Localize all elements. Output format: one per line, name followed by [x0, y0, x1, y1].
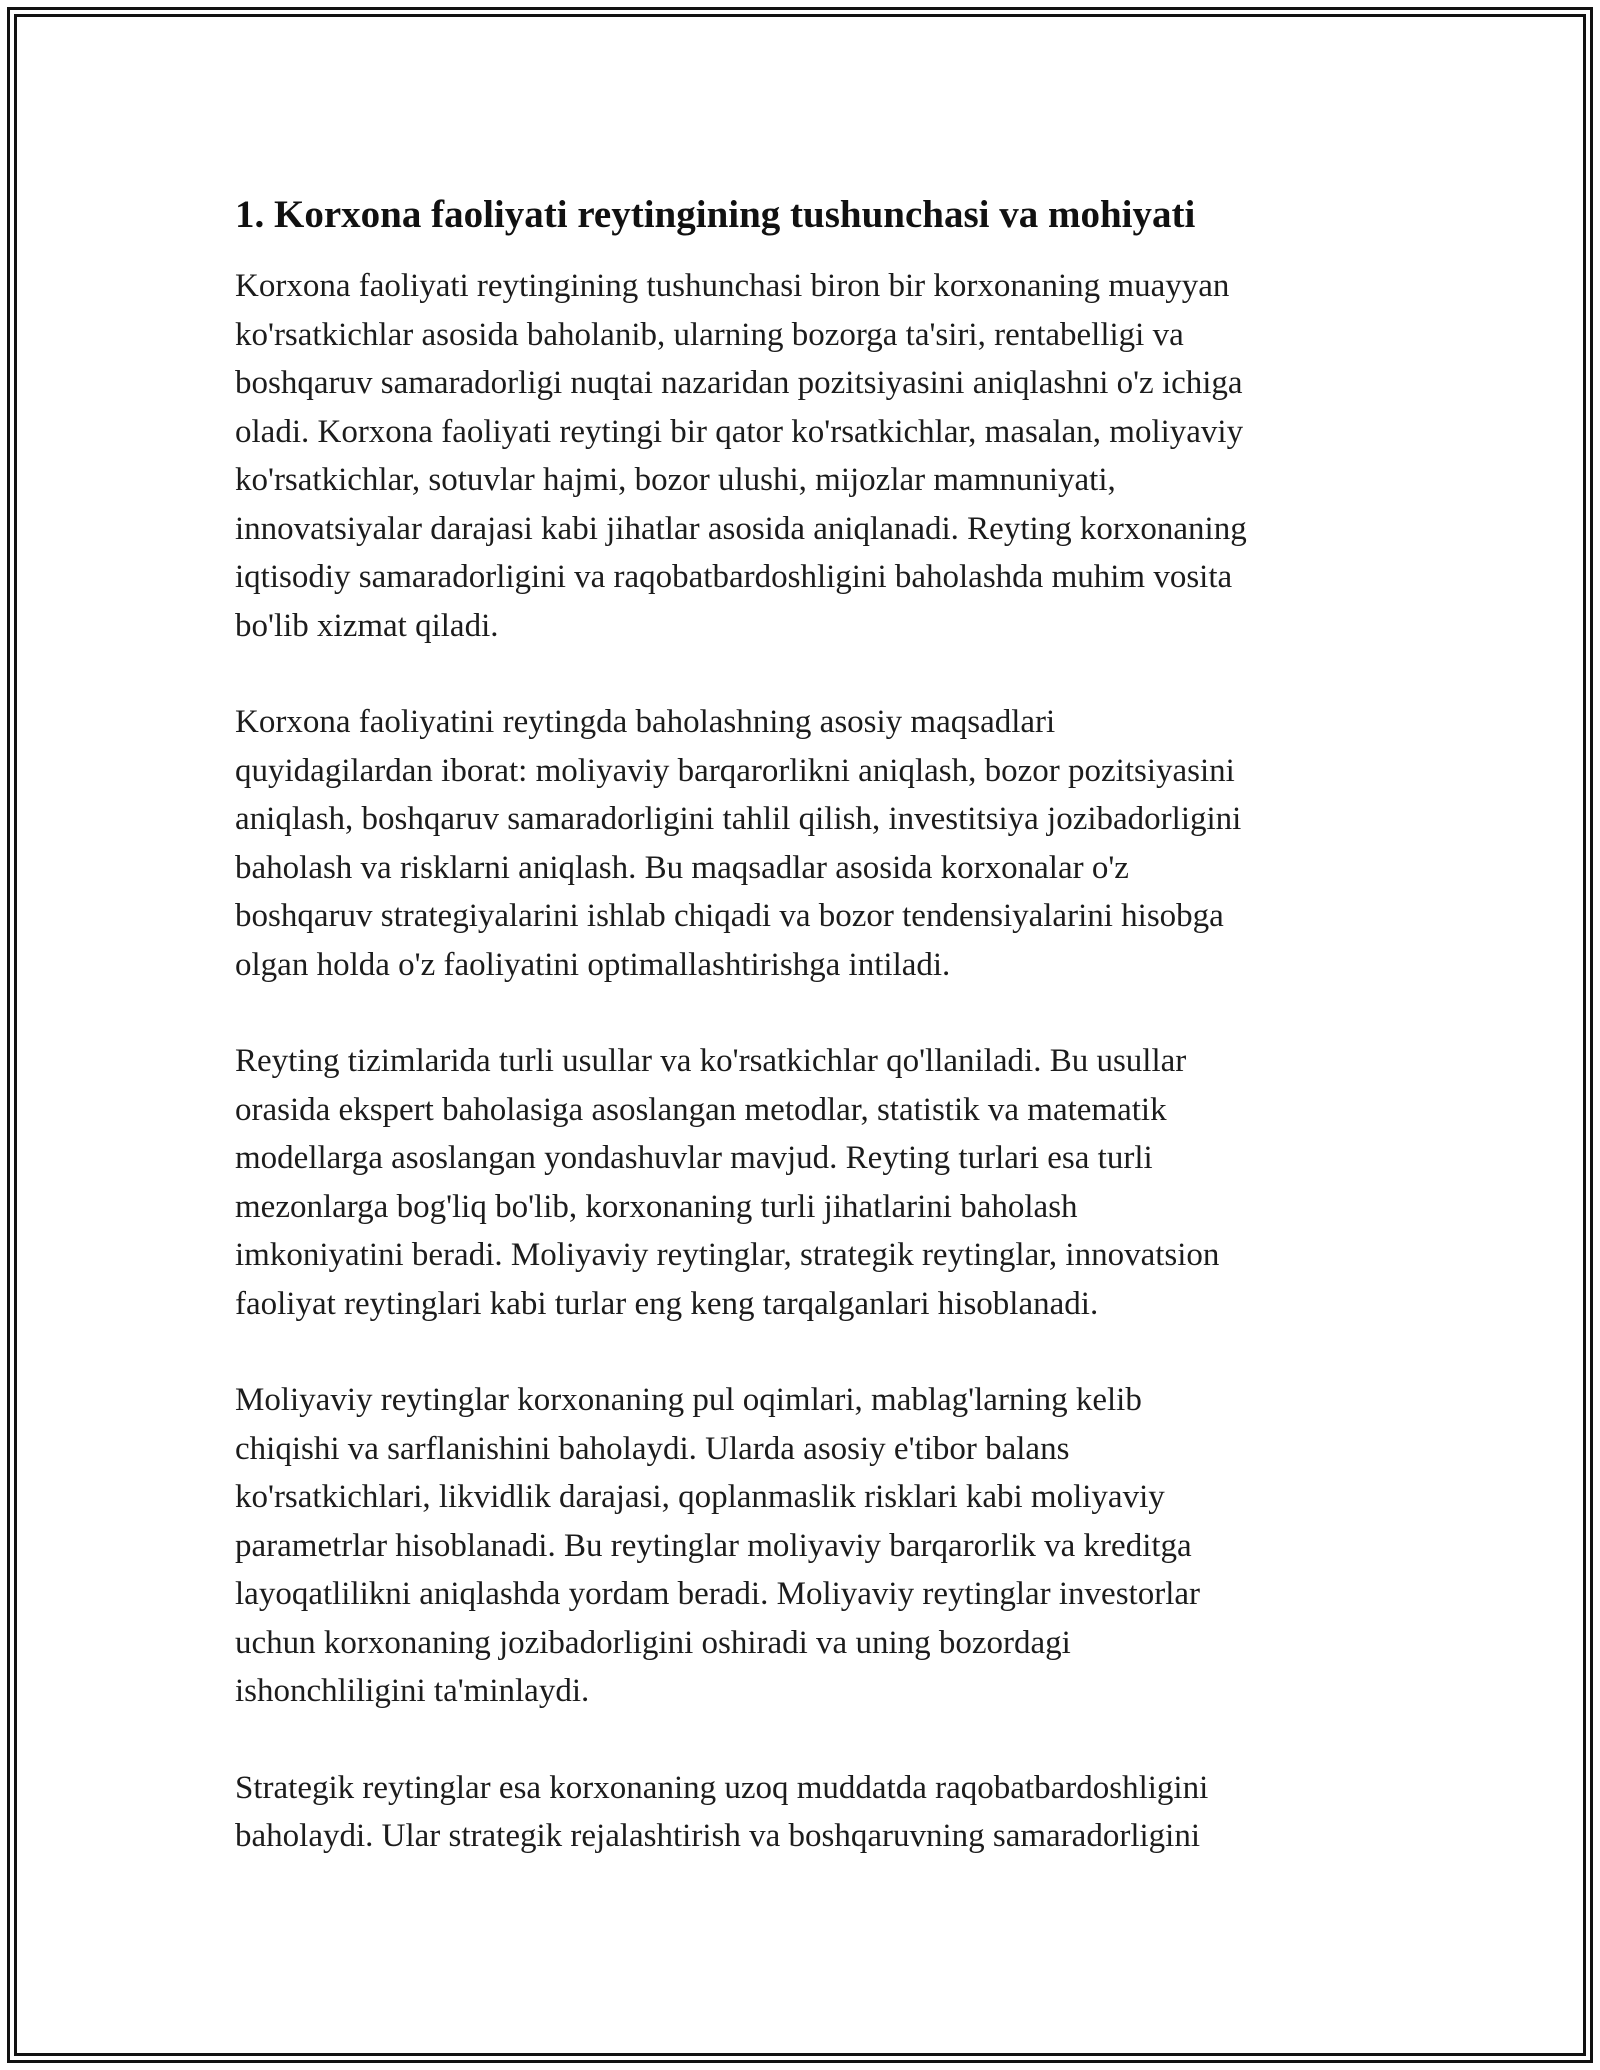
- paragraph-5: [235, 1764, 1375, 1861]
- text-line: orasida ekspert baholasiga asoslangan metodlar, statistik va matematik: [235, 1091, 1167, 1128]
- text-line: Moliyaviy reytinglar korxonaning pul oqimlari, mablag'larning kelib: [235, 1382, 1142, 1418]
- text-line: quyidagilardan iborat: moliyaviy barqarorlikni aniqlash, bozor pozitsiyasini: [235, 752, 1235, 789]
- text-line: boshqaruv strategiyalarini ishlab chiqadi va bozor tendensiyalarini hisobga: [235, 898, 1224, 934]
- section-title: 1. Korxona faoliyati reytingining tushunchasi va mohiyati: [235, 193, 1196, 236]
- text-line: bo'lib xizmat qiladi.: [235, 607, 499, 644]
- text-line: mezonlarga bog'liq bo'lib, korxonaning turli jihatlarini baholash: [235, 1188, 1078, 1225]
- paragraph-3: [235, 1037, 1375, 1328]
- text-line: ko'rsatkichlar, sotuvlar hajmi, bozor ulushi, mijozlar mamnuniyati,: [235, 462, 1116, 498]
- text-line: uchun korxonaning jozibadorligini oshiradi va uning bozordagi: [235, 1624, 1071, 1661]
- document-body: [235, 190, 1375, 1861]
- text-line: baholash va risklarni aniqlash. Bu maqsadlar asosida korxonalar o'z: [235, 849, 1129, 886]
- text-line: Korxona faoliyatini reytingda baholashning asosiy maqsadlari: [235, 704, 1056, 740]
- text-line: parametrlar hisoblanadi. Bu reytinglar moliyaviy barqarorlik va kreditga: [235, 1527, 1192, 1564]
- text-line: Reyting tizimlarida turli usullar va ko'rsatkichlar qo'llaniladi. Bu usullar: [235, 1043, 1187, 1079]
- text-line: innovatsiyalar darajasi kabi jihatlar asosida aniqlanadi. Reyting korxonaning: [235, 510, 1247, 547]
- text-line: baholaydi. Ular strategik rejalashtirish va boshqaruvning samaradorligini: [235, 1818, 1200, 1854]
- paragraph-1: [235, 262, 1375, 650]
- text-line: imkoniyatini beradi. Moliyaviy reytinglar, strategik reytinglar, innovatsion: [235, 1237, 1220, 1273]
- text-line: layoqatlilikni aniqlashda yordam beradi. Moliyaviy reytinglar investorlar: [235, 1576, 1200, 1612]
- text-line: ishonchliligini ta'minlaydi.: [235, 1673, 590, 1709]
- text-line: faoliyat reytinglari kabi turlar eng keng tarqalganlari hisoblanadi.: [235, 1285, 1099, 1322]
- text-line: boshqaruv samaradorligi nuqtai nazaridan pozitsiyasini aniqlashni o'z ichiga: [235, 365, 1243, 401]
- text-line: olgan holda o'z faoliyatini optimallashtirishga intiladi.: [235, 946, 951, 983]
- text-line: aniqlash, boshqaruv samaradorligini tahlil qilish, investitsiya jozibadorligini: [235, 801, 1242, 837]
- text-line: modellarga asoslangan yondashuvlar mavjud. Reyting turlari esa turli: [235, 1140, 1153, 1176]
- text-line: oladi. Korxona faoliyati reytingi bir qator ko'rsatkichlar, masalan, moliyaviy: [235, 413, 1244, 450]
- paragraph-4: [235, 1376, 1375, 1716]
- text-line: ko'rsatkichlari, likvidlik darajasi, qoplanmaslik risklari kabi moliyaviy: [235, 1479, 1165, 1515]
- text-line: iqtisodiy samaradorligini va raqobatbardoshligini baholashda muhim vosita: [235, 559, 1233, 595]
- paragraph-2: [235, 698, 1375, 989]
- text-line: ko'rsatkichlar asosida baholanib, ularning bozorga ta'siri, rentabelligi va: [235, 316, 1184, 353]
- text-line: Strategik reytinglar esa korxonaning uzoq muddatda raqobatbardoshligini: [235, 1769, 1209, 1806]
- text-line: chiqishi va sarflanishini baholaydi. Ularda asosiy e'tibor balans: [235, 1430, 1070, 1467]
- text-line: Korxona faoliyati reytingining tushunchasi biron bir korxonaning muayyan: [235, 268, 1230, 304]
